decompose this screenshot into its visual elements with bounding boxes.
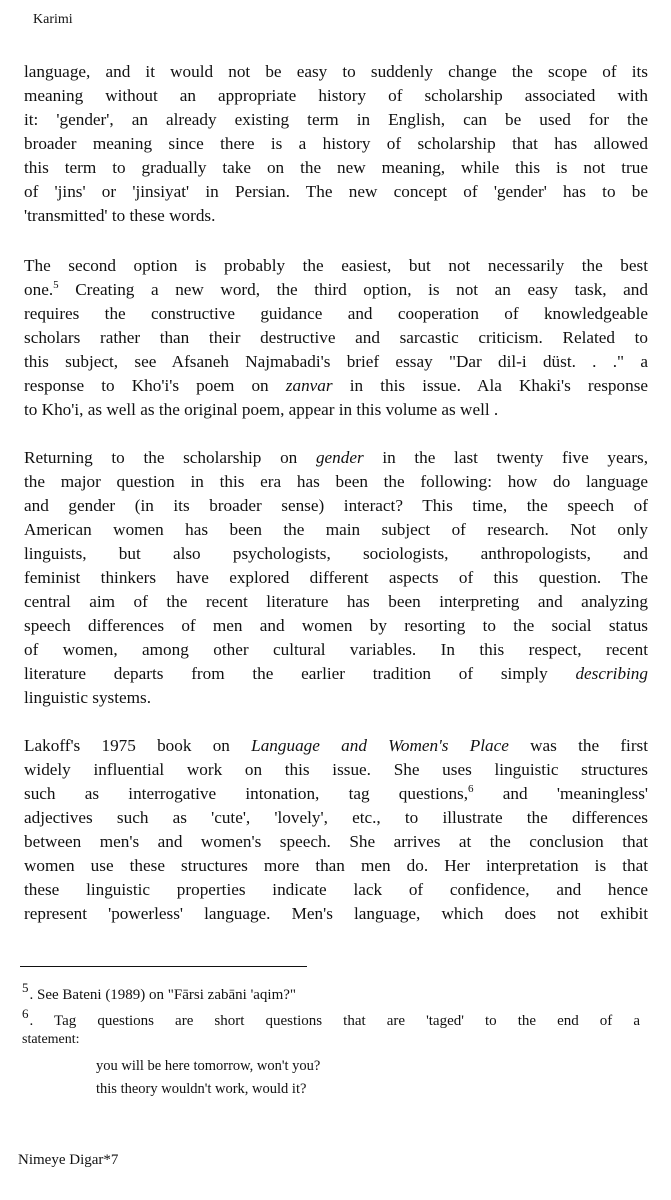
text-line: of women, among other cultural variables. In this respect, recent — [24, 640, 648, 659]
text-run: response to Kho'i's poem on — [24, 376, 269, 395]
text-line: the major question in this era has been the following: how do language — [24, 472, 648, 491]
footnote-6 — [22, 1006, 640, 1030]
footnote-text: . See Bateni (1989) on "Fārsi zabāni 'aqim?" — [29, 987, 297, 1003]
text-line — [24, 375, 648, 397]
example-sentence: you will be here tomorrow, won't you? — [96, 1058, 321, 1074]
text-line: these linguistic properties indicate lack of confidence, and hence — [24, 880, 648, 899]
text-line: widely influential work on this issue. She uses linguistic structures — [24, 760, 648, 779]
text-line: women use these structures more than men do. Her interpretation is that — [24, 856, 648, 875]
text-line — [24, 663, 648, 685]
text-line: linguists, but also psychologists, sociologists, anthropologists, and — [24, 544, 648, 563]
footnote-continuation: statement: — [22, 1032, 80, 1047]
text-line: linguistic systems. — [24, 688, 152, 707]
italic-term: zanvar — [285, 376, 333, 395]
running-head: Karimi — [33, 12, 73, 27]
text-line: 'transmitted' to these words. — [24, 206, 216, 225]
text-line: broader meaning since there is a history of scholarship that has allowed — [24, 134, 648, 153]
text-run: such as interrogative intonation, tag questions, — [24, 784, 469, 803]
text-line: feminist thinkers have explored different aspects of this question. The — [24, 568, 648, 587]
text-run: Creating a new word, the third option, is not an easy task, and — [75, 280, 648, 299]
text-line: between men's and women's speech. She arrives at the conclusion that — [24, 832, 648, 851]
book-title: Language and Women's Place — [251, 736, 509, 755]
text-run: Lakoff's 1975 book on — [24, 736, 230, 755]
text-line: this term to gradually take on the new meaning, while this is not true — [24, 158, 648, 177]
text-line: it: 'gender', an already existing term in English, can be used for the — [24, 110, 648, 129]
footnote-number: 6 — [22, 1006, 29, 1021]
footnote-separator — [20, 966, 307, 967]
footnote-ref-6[interactable]: 6 — [468, 783, 474, 795]
text-line: adjectives such as 'cute', 'lovely', etc., to illustrate the differences — [24, 808, 648, 827]
footnote-ref-5[interactable]: 5 — [53, 279, 59, 291]
text-line — [24, 279, 648, 301]
text-run: in the last twenty five years, — [382, 448, 648, 467]
text-line: central aim of the recent literature has been interpreting and analyzing — [24, 592, 648, 611]
text-run: in this issue. Ala Khaki's response — [349, 376, 649, 395]
text-line: to Kho'i, as well as the original poem, appear in this volume as well . — [24, 400, 499, 419]
text-line: scholars rather than their destructive and sarcastic criticism. Related to — [24, 328, 648, 347]
text-line — [24, 447, 648, 469]
text-line: and gender (in its broader sense) interact? This time, the speech of — [24, 496, 648, 515]
text-line: this subject, see Afsaneh Najmabadi's brief essay "Dar dil-i düst. . ." a — [24, 352, 648, 371]
footnote-text: . Tag questions are short questions that are 'taged' to the end of a — [29, 1013, 640, 1029]
example-sentence: this theory wouldn't work, would it? — [96, 1081, 307, 1097]
text-run: one. — [24, 280, 54, 299]
text-line: The second option is probably the easiest, but not necessarily the best — [24, 256, 648, 275]
text-run: was the first — [530, 736, 649, 755]
text-run: literature departs from the earlier tradition of simply — [24, 664, 548, 683]
italic-term: describing — [575, 664, 648, 683]
page-footer: Nimeye Digar*7 — [18, 1152, 119, 1168]
text-line: language, and it would not be easy to suddenly change the scope of its — [24, 62, 648, 81]
text-line: of 'jins' or 'jinsiyat' in Persian. The new concept of 'gender' has to be — [24, 182, 648, 201]
text-run: Returning to the scholarship on — [24, 448, 298, 467]
text-line: represent 'powerless' language. Men's language, which does not exhibit — [24, 904, 648, 923]
text-line — [24, 783, 648, 805]
text-line — [24, 735, 648, 757]
footnote-number: 5 — [22, 980, 29, 995]
text-run: and 'meaningless' — [502, 784, 649, 803]
footnote-5 — [22, 980, 297, 1004]
italic-term: gender — [315, 448, 364, 467]
text-line: American women has been the main subject of research. Not only — [24, 520, 648, 539]
text-line: meaning without an appropriate history of scholarship associated with — [24, 86, 648, 105]
text-line: requires the constructive guidance and cooperation of knowledgeable — [24, 304, 648, 323]
text-line: speech differences of men and women by resorting to the social status — [24, 616, 648, 635]
